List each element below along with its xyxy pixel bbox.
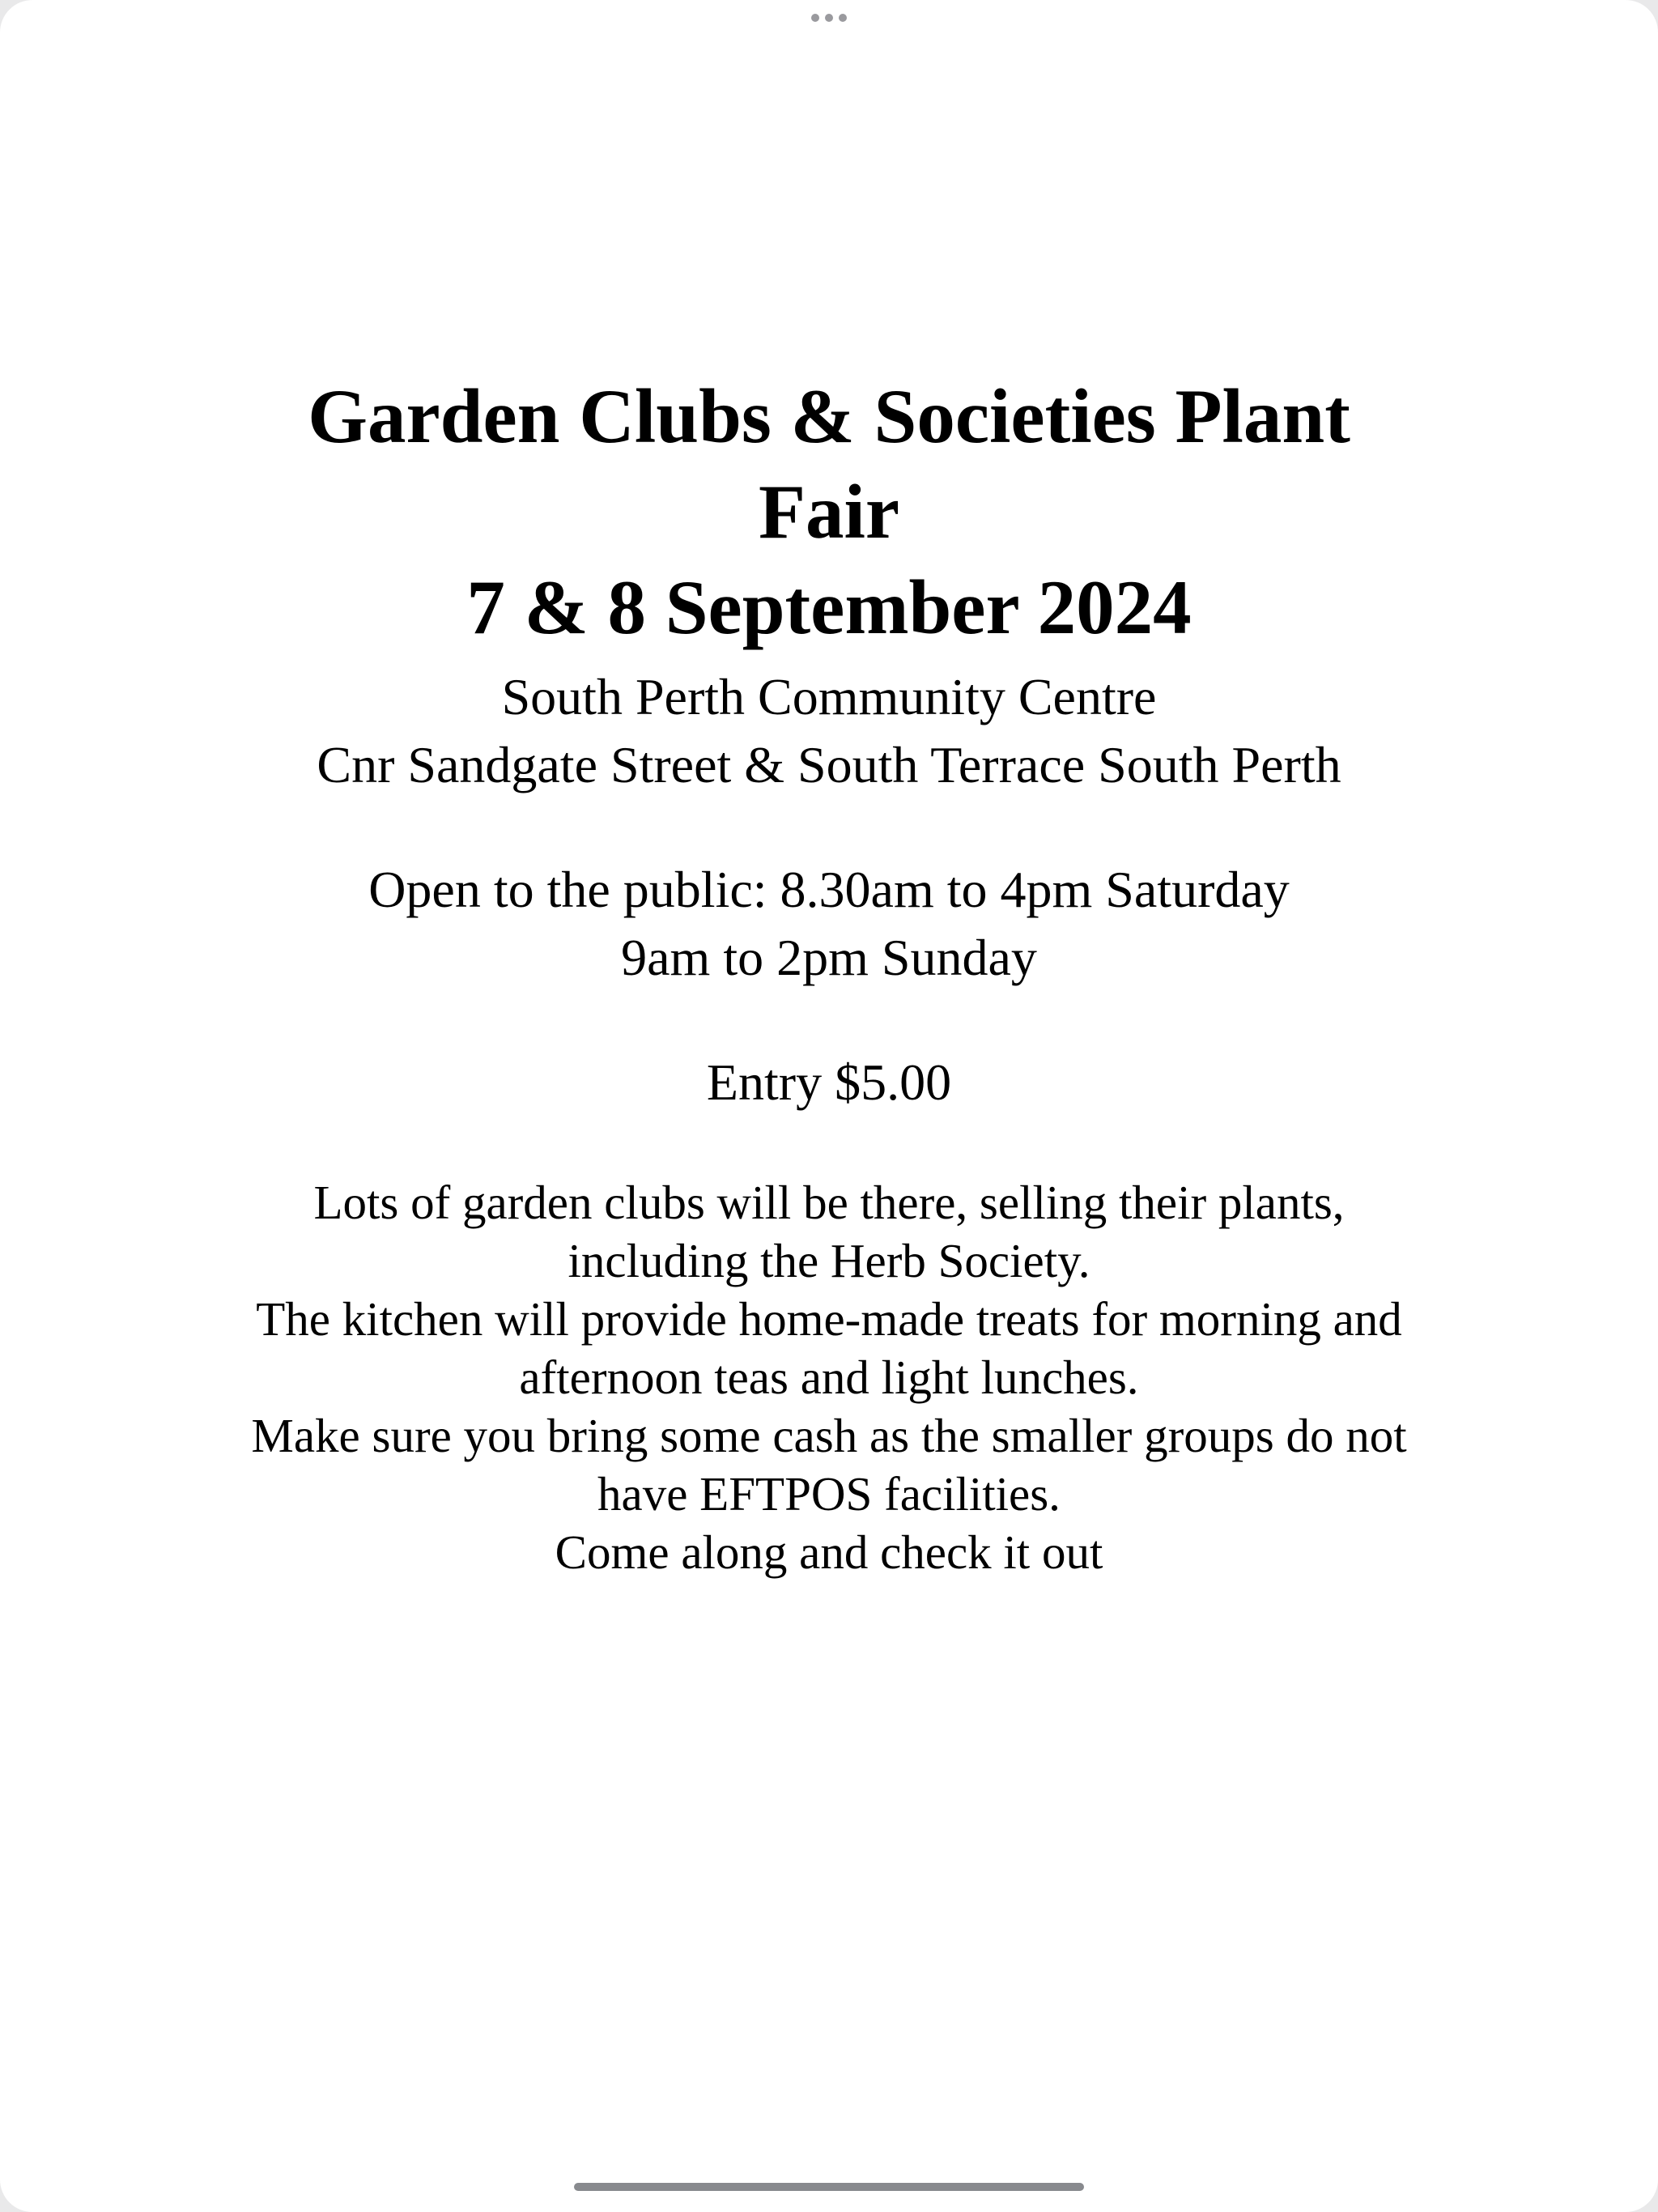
more-dots-icon[interactable] (811, 13, 847, 23)
description-line: The kitchen will provide home-made treats for morning and (256, 1292, 1402, 1346)
hours-sunday: 9am to 2pm Sunday (621, 929, 1037, 986)
description-line: including the Herb Society. (568, 1234, 1090, 1287)
dot (839, 14, 847, 22)
venue-address: Cnr Sandgate Street & South Terrace South Perth (317, 736, 1341, 793)
description-line: Lots of garden clubs will be there, selling their plants, (313, 1176, 1345, 1229)
opening-hours (162, 856, 1496, 992)
entry-price: Entry $5.00 (706, 1053, 952, 1111)
description (162, 1173, 1496, 1581)
event-date: 7 & 8 September 2024 (466, 564, 1192, 650)
title-line: Garden Clubs & Societies Plant (308, 373, 1350, 459)
description-line: Make sure you bring some cash as the smaller groups do not (251, 1409, 1407, 1462)
entry-fee (162, 1049, 1496, 1117)
event-title (162, 368, 1496, 655)
document-content (162, 368, 1496, 1581)
dot (811, 14, 819, 22)
home-indicator[interactable] (574, 2183, 1084, 2191)
venue-name: South Perth Community Centre (501, 668, 1157, 725)
description-line: Come along and check it out (555, 1525, 1103, 1579)
title-line: Fair (758, 469, 900, 555)
description-line: afternoon teas and light lunches. (519, 1351, 1139, 1404)
venue (162, 663, 1496, 799)
description-line: have EFTPOS facilities. (597, 1467, 1061, 1521)
dot (825, 14, 833, 22)
hours-saturday: Open to the public: 8.30am to 4pm Saturday (368, 861, 1290, 918)
